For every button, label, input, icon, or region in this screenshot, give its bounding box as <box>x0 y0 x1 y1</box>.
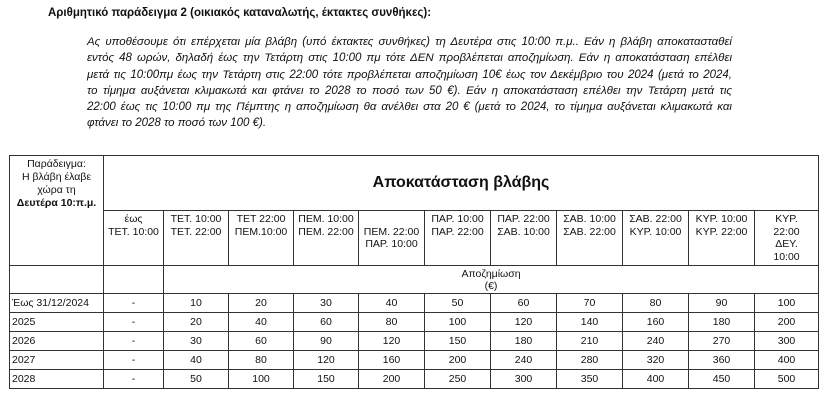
table-row <box>10 351 819 370</box>
compensation-cell: 30 <box>294 294 359 313</box>
compensation-cell: 150 <box>425 332 491 351</box>
compensation-cell: 50 <box>164 370 229 389</box>
compensation-cell: - <box>104 332 164 351</box>
compensation-cell: 80 <box>229 351 294 370</box>
compensation-cell: 150 <box>294 370 359 389</box>
time-window-line: ΠΑΡ. 22:00 <box>431 225 484 238</box>
compensation-cell: 180 <box>491 332 557 351</box>
compensation-cell: 160 <box>359 351 425 370</box>
compensation-cell: 90 <box>294 332 359 351</box>
compensation-cell: 60 <box>294 313 359 332</box>
corner-line: χώρα τη <box>37 184 76 196</box>
time-window-header <box>294 211 359 266</box>
corner-bold-line: Δευτέρα 10:π.μ. <box>16 197 97 209</box>
compensation-cell: 200 <box>755 313 819 332</box>
corner-line: Παράδειγμα: <box>27 158 86 170</box>
compensation-cell: 200 <box>359 370 425 389</box>
compensation-cell: 250 <box>425 370 491 389</box>
time-window-line: ΤΕΤ. 22:00 <box>170 225 222 238</box>
time-window-header <box>425 211 491 266</box>
compensation-cell: 120 <box>294 351 359 370</box>
time-window-line: ΠΕΜ. 22:00 <box>298 225 354 238</box>
time-window-line: ΚΥΡ. 10:00 <box>629 225 682 238</box>
compensation-cell: 360 <box>689 351 755 370</box>
compensation-cell: 60 <box>491 294 557 313</box>
time-window-header <box>557 211 623 266</box>
table-row <box>10 370 819 389</box>
unit-row <box>10 266 819 294</box>
compensation-cell: 40 <box>164 351 229 370</box>
time-window-header <box>104 211 164 266</box>
paragraph-line: μετά τις 10:00πμ έως την Τετάρτη στις 22:00 τότε προβλέπεται αποζημίωση 10€ έως τον Δεκέμβριο του 2024 (μετά το 2024, <box>87 68 732 81</box>
compensation-cell: 450 <box>689 370 755 389</box>
empty-cell <box>104 266 164 294</box>
compensation-cell: - <box>104 370 164 389</box>
compensation-cell: 210 <box>557 332 623 351</box>
time-window-line: ΠΑΡ. 10:00 <box>431 213 484 225</box>
table-title: Αποκατάσταση βλάβης <box>104 156 819 211</box>
time-window-header <box>359 211 425 266</box>
time-window-line: ΠΑΡ. 10:00 <box>365 238 418 250</box>
unit-label: Αποζημίωση <box>461 267 521 280</box>
time-window-line: ΚΥΡ. 10:00 <box>695 213 748 225</box>
compensation-cell: 500 <box>755 370 819 389</box>
time-window-line: ΚΥΡ. 22:00 <box>695 225 748 238</box>
example-paragraph <box>87 34 732 132</box>
table-row <box>10 313 819 332</box>
time-window-header <box>164 211 229 266</box>
time-window-line: ΠΕΜ. 10:00 <box>298 213 354 225</box>
time-window-line: ΠΑΡ. 22:00 <box>497 213 550 225</box>
compensation-cell: 300 <box>491 370 557 389</box>
paragraph-line: εντός 48 ωρών, δηλαδή έως την Τετάρτη στις 10:00 πμ τότε ΔΕΝ προβλέπεται αποζημίωση. Εάν η αποκατάσταση επέλθει <box>87 52 732 65</box>
example-corner-cell <box>10 156 104 266</box>
time-window-line: ΤΕΤ 22:00 <box>236 213 286 225</box>
time-window-line: ΠΕΜ.10:00 <box>234 225 288 238</box>
time-window-header-row <box>10 211 819 266</box>
compensation-cell: 350 <box>557 370 623 389</box>
compensation-cell: 180 <box>689 313 755 332</box>
compensation-cell: 30 <box>164 332 229 351</box>
row-label: 2027 <box>10 351 104 370</box>
time-window-line: 22:00 <box>773 225 800 238</box>
compensation-cell: 90 <box>689 294 755 313</box>
compensation-cell: 140 <box>557 313 623 332</box>
row-label: 2025 <box>10 313 104 332</box>
corner-line: Η βλάβη έλαβε <box>21 171 92 183</box>
compensation-cell: 40 <box>359 294 425 313</box>
time-window-line: ΣΑΒ. 22:00 <box>563 225 616 238</box>
compensation-cell: 50 <box>425 294 491 313</box>
time-window-line: ΣΑΒ. 10:00 <box>563 213 616 225</box>
time-window-line: 10:00 <box>773 250 800 263</box>
compensation-cell: 200 <box>425 351 491 370</box>
compensation-cell: 270 <box>689 332 755 351</box>
time-window-line: ΤΕΤ. 10:00 <box>170 213 222 225</box>
compensation-cell: - <box>104 351 164 370</box>
compensation-cell: 20 <box>164 313 229 332</box>
time-window-line: ΤΕΤ. 10:00 <box>108 225 159 238</box>
paragraph-line: το τίμημα αυξάνεται κλιμακωτά και φτάνει το 2028 το ποσό των 50 €). Εάν η αποκατάσταση επέλθει την Τετάρτη μετά τις <box>87 84 732 97</box>
compensation-cell: 80 <box>359 313 425 332</box>
compensation-cell: 300 <box>755 332 819 351</box>
compensation-cell: 40 <box>229 313 294 332</box>
compensation-cell: 280 <box>557 351 623 370</box>
time-window-header <box>755 211 819 266</box>
compensation-cell: 120 <box>491 313 557 332</box>
compensation-cell: 400 <box>623 370 689 389</box>
compensation-cell: 320 <box>623 351 689 370</box>
compensation-cell: 120 <box>359 332 425 351</box>
time-window-header <box>491 211 557 266</box>
time-window-line: ΔΕΥ. <box>775 238 798 250</box>
compensation-cell: 100 <box>229 370 294 389</box>
table-row <box>10 294 819 313</box>
paragraph-line: 22:00 έως τις 10:00 πμ της Πέμπτης η αποζημίωση θα ανέλθει στα 20 € (μετά το 2024, το τίμημα αυξάνεται κλιμακωτά και <box>87 101 732 114</box>
time-window-header <box>623 211 689 266</box>
compensation-cell: - <box>104 313 164 332</box>
compensation-table <box>9 155 819 389</box>
time-window-line: ΠΕΜ. 22:00 <box>363 225 420 238</box>
time-window-header <box>229 211 294 266</box>
time-window-header <box>689 211 755 266</box>
row-label: Έως 31/12/2024 <box>10 294 104 313</box>
time-window-line: ΣΑΒ. 22:00 <box>629 213 682 225</box>
compensation-cell: - <box>104 294 164 313</box>
compensation-cell: 240 <box>623 332 689 351</box>
paragraph-line: Ας υποθέσουμε ότι επέρχεται μία βλάβη (υπό έκτακτες συνθήκες) τη Δευτέρα στις 10:00 π.μ.. Εάν η βλάβη αποκατασταθεί <box>87 36 732 48</box>
compensation-cell: 240 <box>491 351 557 370</box>
unit-symbol: (€) <box>484 279 498 292</box>
compensation-cell: 60 <box>229 332 294 351</box>
row-label: 2026 <box>10 332 104 351</box>
time-window-line: έως <box>124 213 143 225</box>
time-window-line: ΚΥΡ. <box>775 213 798 225</box>
section-heading: Αριθμητικό παράδειγμα 2 (οικιακός καταναλωτής, έκτακτες συνθήκες): <box>48 7 432 19</box>
compensation-unit-header <box>164 266 819 294</box>
compensation-cell: 80 <box>623 294 689 313</box>
compensation-cell: 400 <box>755 351 819 370</box>
table-row <box>10 332 819 351</box>
compensation-cell: 160 <box>623 313 689 332</box>
paragraph-line: φτάνει το 2028 το ποσό των 100 €). <box>87 117 267 130</box>
compensation-cell: 10 <box>164 294 229 313</box>
compensation-cell: 20 <box>229 294 294 313</box>
compensation-cell: 70 <box>557 294 623 313</box>
compensation-cell: 100 <box>425 313 491 332</box>
time-window-line: ΣΑΒ. 10:00 <box>497 225 550 238</box>
compensation-cell: 100 <box>755 294 819 313</box>
empty-cell <box>10 266 104 294</box>
row-label: 2028 <box>10 370 104 389</box>
